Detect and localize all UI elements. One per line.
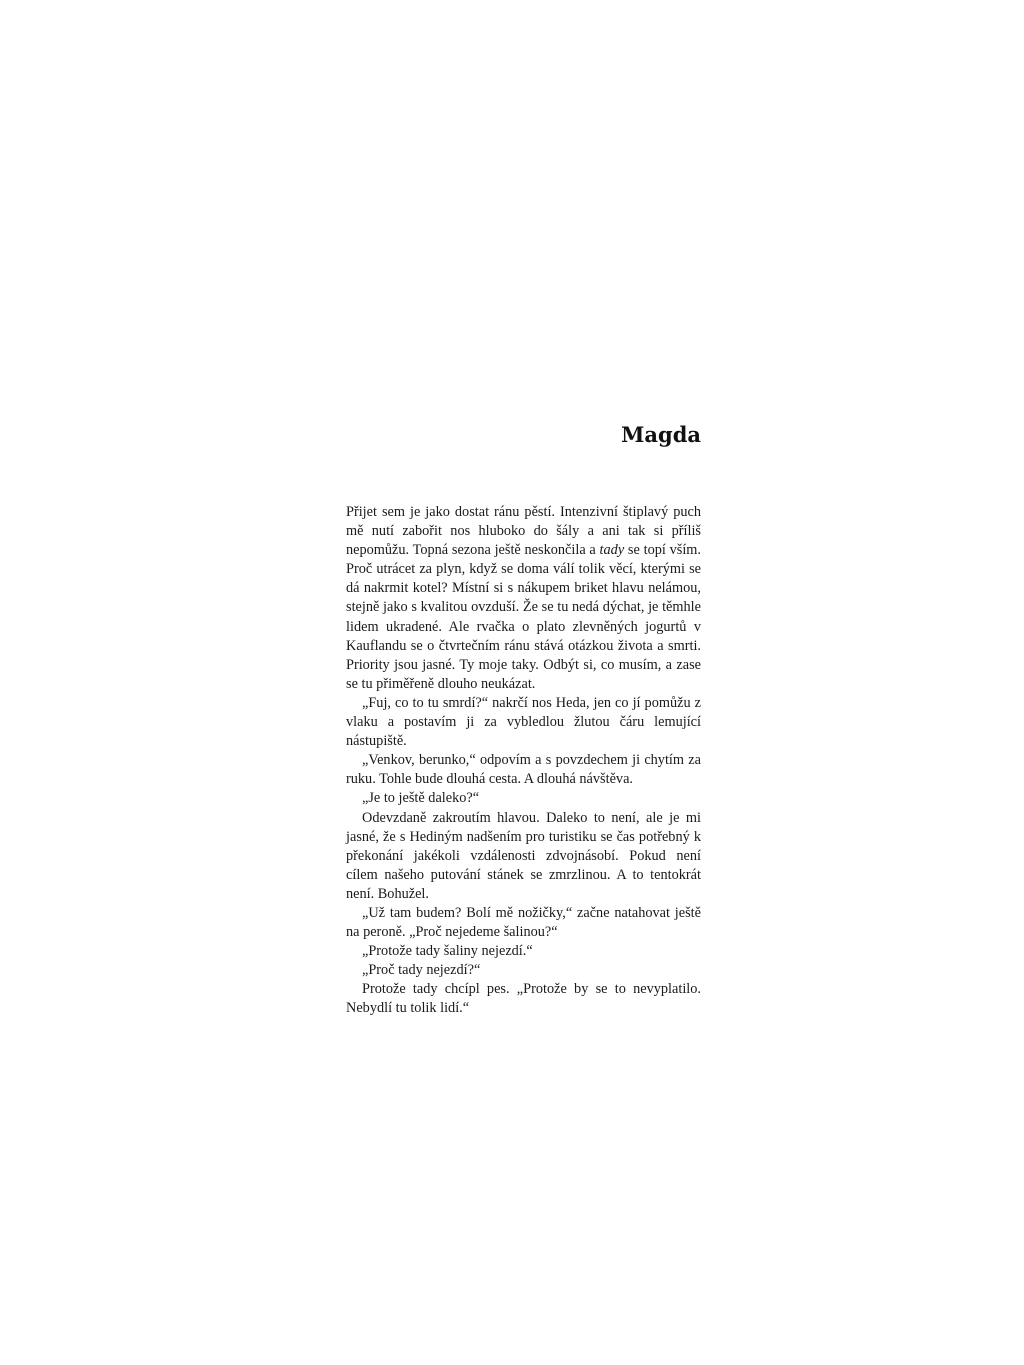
paragraph-9: Protože tady chcípl pes. „Protože by se to nevyplatilo. Nebydlí tu tolik lidí.“: [346, 981, 701, 1017]
paragraph-5: Odevzdaně zakroutím hlavou. Daleko to není, ale je mi jasné, že s Hediným nadšením pro turistiku se čas potřebný k překonání jakékoli vzdálenosti zdvojnásobí. Pokud není cílem našeho putování stánek se zmrzlinou. A to tentokrát není. Bohužel.: [346, 809, 701, 902]
paragraph-7: „Protože tady šaliny nejezdí.“: [362, 943, 533, 960]
paragraph-1-text-b: se topí vším. Proč utrácet za plyn, když se doma válí tolik věcí, kterými se dá nakrmit kotel? Místní si s nákupem briket hlavu nelámou, stejně jako s kvalitou ovzduší. Že se tu nedá dýchat, je těmhle lidem ukradené. Ale rvačka o plato zlevněných jogurtů v Kauflandu se o čtvrtečním ránu stává otázkou života a smrti. Priority jsou jasné. Ty moje taky. Odbýt si, co musím, a zase se tu přiměřeně dlouho neukázat.: [346, 542, 701, 692]
paragraph-6: „Už tam budem? Bolí mě nožičky,“ začne natahovat ještě na peroně. „Proč nejedeme šalinou?“: [346, 904, 701, 941]
paragraph-4: „Je to ještě daleko?“: [362, 790, 480, 807]
chapter-title: Magda: [621, 422, 701, 447]
paragraph-8: „Proč tady nejezdí?“: [362, 962, 481, 979]
paragraph-1-emphasis: tady: [599, 542, 625, 559]
chapter-body: [346, 503, 701, 1019]
paragraph-1-text-a: Přijet sem je jako dostat ránu pěstí. Intenzivní štiplavý puch mě nutí zabořit nos hluboko do šály a ani tak si příliš nepomůžu. Topná sezona ještě neskončila a: [346, 504, 701, 559]
paragraph-1: [346, 503, 701, 694]
paragraph-2: „Fuj, co to tu smrdí?“ nakrčí nos Heda, jen co jí pomůžu z vlaku a postavím ji za vybledlou žlutou čáru lemující nástupiště.: [346, 694, 701, 750]
paragraph-3: „Venkov, berunko,“ odpovím a s povzdechem ji chytím za ruku. Tohle bude dlouhá cesta. A dlouhá návštěva.: [346, 752, 701, 788]
